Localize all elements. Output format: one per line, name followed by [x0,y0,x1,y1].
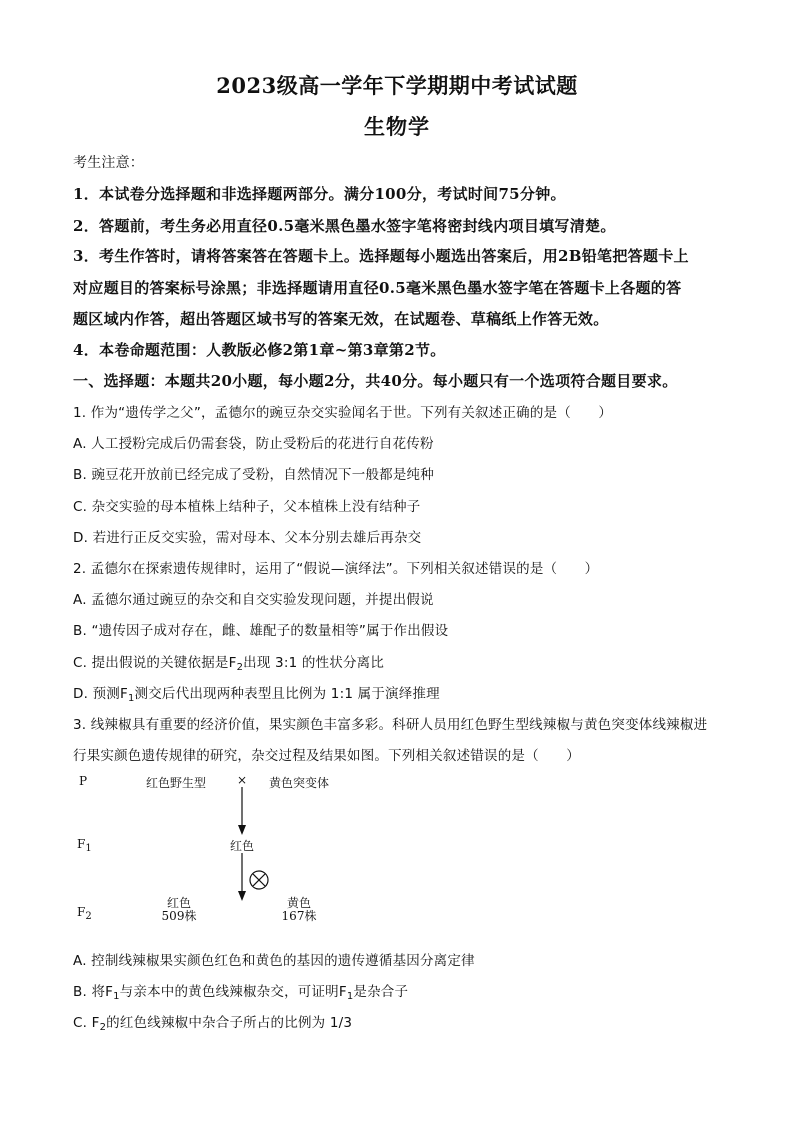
f2-yellow-group [279,897,319,923]
subscript: 1 [346,991,354,1002]
q2-option-c-text: 出现 3:1 的性状分离比 [243,655,385,671]
generation-label-f1 [77,837,92,854]
selfing-symbol-icon [250,871,268,889]
arrow-head-icon [238,825,246,835]
section-title: 一、选择题：本题共20小题，每小题2分，共40分。每小题只有一个选项符合题目要求。 [73,372,678,390]
exam-title: 2023级高一学年下学期期中考试试题 [216,73,578,98]
f2-red-group [159,897,199,923]
cross-symbol: × [237,773,248,787]
q2-option-a[interactable]: A. 孟德尔通过豌豆的杂交和自交实验发现问题，并提出假说 [73,592,434,608]
note-item: 对应题目的答案标号涂黑；非选择题请用直径0.5毫米黑色墨水签字笔在答题卡上各题的答 [73,279,682,297]
f2-red-count: 509株 [161,909,197,923]
generation-label-f2 [77,905,92,922]
q2-option-c-text: C. 提出假说的关键依据是F [73,655,237,671]
q1-option-a[interactable]: A. 人工授粉完成后仍需套袋，防止受粉后的花进行自花传粉 [73,436,434,452]
note-item: 2．答题前，考生务必用直径0.5毫米黑色墨水签字笔将密封线内项目填写清楚。 [73,217,616,235]
note-item: 题区域内作答，超出答题区域书写的答案无效，在试题卷、草稿纸上作答无效。 [73,310,609,328]
q2-option-d-text: D. 预测F [73,686,128,702]
q3-option-a[interactable]: A. 控制线辣椒果实颜色红色和黄色的基因的遗传遵循基因分离定律 [73,953,475,969]
notes-heading: 考生注意： [73,155,144,171]
note-item: 3．考生作答时，请将答案答在答题卡上。选择题每小题选出答案后，用2B铅笔把答题卡上 [73,247,689,265]
q2-option-b[interactable]: B. “遗传因子成对存在，雌、雄配子的数量相等”属于作出假设 [73,623,449,639]
q3-stem-line: 3. 线辣椒具有重要的经济价值，果实颜色丰富多彩。科研人员用红色野生型线辣椒与黄色突变体线辣椒进 [73,717,708,733]
q3-option-b[interactable] [73,980,733,1002]
q3-option-b-text: B. 将F [73,984,114,1000]
subject-title: 生物学 [364,114,430,139]
note-item: 4．本卷命题范围：人教版必修2第1章~第3章第2节。 [73,341,446,359]
subscript: 1 [85,843,92,854]
generation-label-p: P [79,774,88,788]
q3-option-c-text: C. F [73,1015,100,1031]
f2-letter: F [77,905,86,919]
q1-option-d[interactable]: D. 若进行正反交实验，需对母本、父本分别去雄后再杂交 [73,530,422,546]
parent-yellow-mutant: 黄色突变体 [269,776,330,790]
f1-letter: F [77,837,86,851]
q3-option-b-text: 是杂合子 [353,984,409,1000]
q3-option-c-text: 的红色线辣椒中杂合子所占的比例为 1/3 [106,1015,353,1031]
arrow-head-icon [238,891,246,901]
q1-option-b[interactable]: B. 豌豆花开放前已经完成了受粉，自然情况下一般都是纯种 [73,467,434,483]
q1-stem: 1. 作为“遗传学之父”，孟德尔的豌豆杂交实验闻名于世。下列有关叙述正确的是（ ） [73,405,613,421]
subscript: 1 [113,991,120,1002]
parent-red-wildtype: 红色野生型 [146,776,207,790]
q2-option-c[interactable] [73,651,733,673]
q3-stem-line: 行果实颜色遗传规律的研究，杂交过程及结果如图。下列相关叙述错误的是（ ） [73,748,580,764]
cross-diagram [73,765,373,935]
f2-yellow-count: 167株 [281,909,317,923]
q1-option-c[interactable]: C. 杂交实验的母本植株上结种子，父本植株上没有结种子 [73,499,421,515]
f2-red-label: 红色 [166,896,191,910]
note-item: 1．本试卷分选择题和非选择题两部分。满分100分，考试时间75分钟。 [73,185,566,203]
q2-option-d-text: 测交后代出现两种表型且比例为 1:1 属于演绎推理 [134,686,440,702]
q3-option-c[interactable] [73,1011,733,1033]
q3-option-b-text: 与亲本中的黄色线辣椒杂交，可证明F [119,984,347,1000]
f1-result-red: 红色 [230,839,255,853]
q2-stem: 2. 孟德尔在探索遗传规律时，运用了“假说—演绎法”。下列相关叙述错误的是（ ） [73,561,599,577]
q2-option-d[interactable] [73,682,733,704]
f2-yellow-label: 黄色 [286,896,311,910]
subscript: 2 [236,662,244,673]
subscript: 1 [127,693,135,704]
subscript: 2 [85,911,92,922]
subscript: 2 [99,1022,107,1033]
